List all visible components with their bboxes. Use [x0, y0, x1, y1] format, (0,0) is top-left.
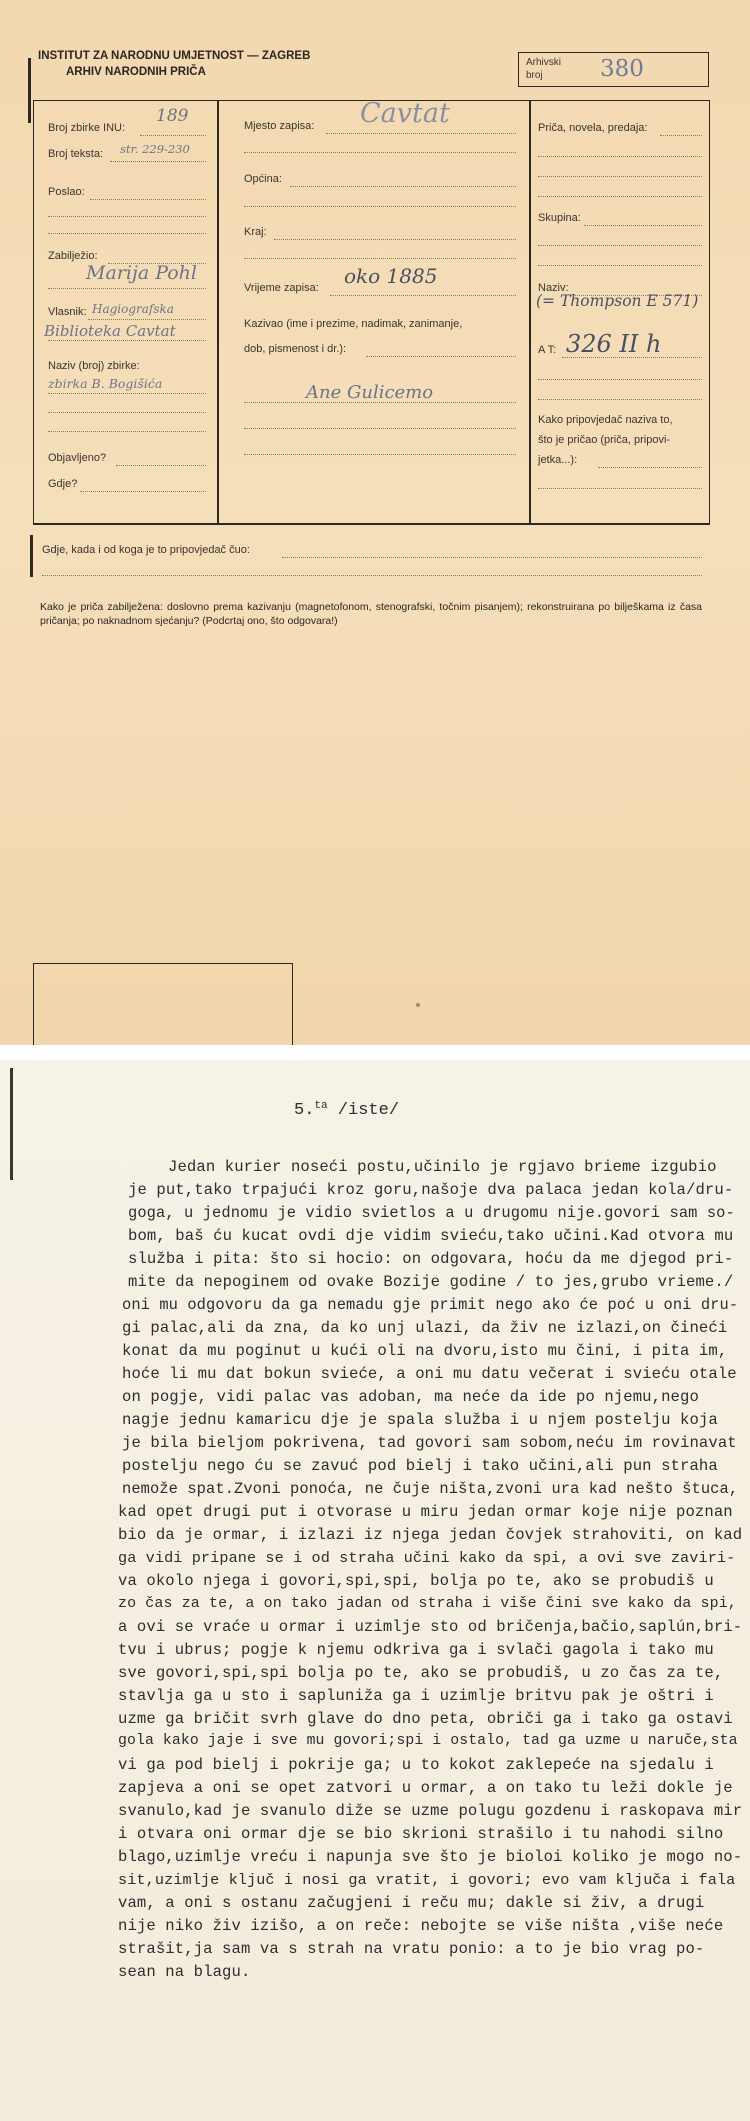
- text-line: oni mu odgovoru da ga nemadu gje primit nego ako će poć u oni dru-: [122, 1296, 739, 1314]
- text-line: bio da je ormar, i izlazi iz njega jedan čovjek strahoviti, on kad: [118, 1526, 743, 1544]
- text-line: sean na blagu.: [118, 1963, 251, 1981]
- at-value: 326 II h: [566, 330, 662, 358]
- kazivao-value: Ane Gulicemo: [306, 382, 434, 403]
- opcina-label: Općina:: [244, 173, 282, 185]
- poslao-label: Poslao:: [48, 186, 85, 198]
- text-line: ga vidi pripane se i od straha učini kako da spi, a ovi sve zaviri-: [118, 1549, 736, 1567]
- text-line: zapjeva a oni se opet zatvori u ormar, a on tako tu leži dokle je: [118, 1779, 733, 1797]
- typed-sheet: [0, 1060, 750, 2121]
- kraj-label: Kraj:: [244, 226, 267, 238]
- left-margin-bar: [28, 58, 31, 123]
- text-line: mite da nepoginem od ovake Bozije godine / to jes,grubo vrieme./: [128, 1273, 734, 1291]
- bottom-box: [33, 963, 293, 1045]
- text-line: nije niko živ izišo, a on reče: nebojte se više ništa ,više neće: [118, 1917, 724, 1935]
- text-line: služba i pita: što si hocio: on odgovara, hoću da me djegod pri-: [128, 1250, 734, 1268]
- kako-label-1: Kako pripovjedač naziva to,: [538, 414, 673, 426]
- broj-teksta-value: str. 229-230: [120, 142, 190, 156]
- text-line: je put,tako trpajući kroz goru,našoje dva palaca jedan kola/dru-: [128, 1181, 734, 1199]
- column-divider-right: [529, 100, 531, 525]
- text-line: svanulo,kad je svanulo diže se uzme polugu gozdenu i raskopava mir: [118, 1802, 743, 1820]
- text-line: blago,uzimlje vreću i napunja sve što je bioloi koliko je mogo no-: [118, 1848, 743, 1866]
- text-line: nemože spat.Zvoni ponoća, ne čuje ništa,zvoni ura kad nešto štuca,: [122, 1480, 739, 1498]
- text-line: tvu i ubrus; pogje k njemu odkriva ga i svlači gagola i tako mu: [118, 1641, 714, 1659]
- vlasnik-label: Vlasnik:: [48, 306, 87, 318]
- text-line: konat da mu poginut u kući oli na dvoru,isto mu čini, i pita im,: [122, 1342, 728, 1360]
- text-line: vi ga pod bielj i pokrije ga; u to kokot zaklepeće na sjedalu i: [118, 1756, 714, 1774]
- zbirka-inu-label: Broj zbirke INU:: [48, 122, 126, 134]
- text-line: uzme ga bričit svrh glave do dno peta, obriči ga i tako ga ostavi: [118, 1710, 733, 1728]
- text-line: a ovi se vraće u ormar i uzimlje sto od bričenja,bačio,saplún,bri-: [118, 1618, 743, 1636]
- story-number-suffix: ta: [314, 1100, 328, 1112]
- form-bottom-rule: [33, 523, 710, 525]
- text-line: strašit,ja sam va s strah na vratu ponio: a to je bio vrag po-: [118, 1940, 705, 1958]
- vrijeme-value: oko 1885: [344, 264, 438, 288]
- text-line: Jedan kurier noseći postu,učinilo je rgjavo brieme izgubio: [168, 1158, 717, 1176]
- mjesto-value: Cavtat: [360, 98, 450, 129]
- column-divider-left: [217, 100, 219, 525]
- text-line: va okolo njega i govori,spi,spi, bolja po te, ako se probudiš u: [118, 1572, 714, 1590]
- text-line: stavlja ga u sto i sapluniža ga i uzimlje britvu pak je oštri i: [118, 1687, 714, 1705]
- paper-dot: [416, 1003, 420, 1007]
- story-number: 5.: [294, 1101, 315, 1120]
- mjesto-label: Mjesto zapisa:: [244, 120, 315, 132]
- text-line: je bila bieljom pokrivena, tad govori sam sobom,neću im rovinavat: [122, 1434, 737, 1452]
- text-line: sve govori,spi,spi bolja po te, ako se probudiš, u zo čas za te,: [118, 1664, 724, 1682]
- vlasnik-value-2: Biblioteka Cavtat: [44, 322, 176, 340]
- kako-label-2: što je pričao (priča, pripovi-: [538, 434, 671, 446]
- at-label: A T:: [538, 344, 557, 356]
- vrijeme-label: Vrijeme zapisa:: [244, 282, 319, 294]
- text-line: i otvara oni ormar dje se bio skrioni strašilo i tu nahodi silno: [118, 1825, 724, 1843]
- skupina-label: Skupina:: [538, 212, 581, 224]
- story-source: /iste/: [327, 1101, 400, 1120]
- text-line: hoće li mu dat bokun svieće, a oni mu datu večerat i svieću otale: [122, 1365, 737, 1383]
- objavljeno-label: Objavljeno?: [48, 452, 107, 464]
- institute-name: INSTITUT ZA NARODNU UMJETNOST — ZAGREB: [38, 50, 311, 62]
- vlasnik-value-1: Hagiografska: [92, 302, 174, 316]
- story-heading: [294, 1100, 399, 1120]
- recording-method-note: Kako je priča zabilježena: doslovno prema kazivanju (magnetofonom, stenografski, točnim pisanjem); rekonstruirana po bilješkama iz časa pričanja; po naknadnom sjećanju? (Podcrtaj ono, što odgovara!): [40, 601, 702, 627]
- archive-number-label: Arhivski broj: [526, 57, 562, 81]
- text-line: vam, a oni s ostanu začugjeni i reču mu; dakle si živ, a drugi: [118, 1894, 705, 1912]
- zabiljezio-label: Zabilježio:: [48, 250, 98, 262]
- naziv-zbirke-value: zbirka B. Bogišića: [48, 376, 163, 391]
- naziv-label: Naziv:: [538, 282, 569, 294]
- left-margin-bar-2: [30, 535, 33, 577]
- text-line: postelju nego ću se zavuć pod bielj i tako učini,ali pun straha: [122, 1457, 718, 1475]
- text-line: sit,uzimlje ključ i nosi ga vratit, i govori; evo vam ključa i fala: [118, 1871, 736, 1889]
- naziv-value: (= Thompson E 571): [536, 292, 699, 310]
- archive-name: ARHIV NARODNIH PRIČA: [66, 66, 206, 78]
- archive-card: [0, 0, 750, 1045]
- kako-label-3: jetka...):: [538, 454, 578, 466]
- naziv-zbirke-label: Naziv (broj) zbirke:: [48, 360, 140, 372]
- text-line: gola kako jaje i sve mu govori;spi i ostalo, tad ga uzme u naruče,sta: [118, 1733, 738, 1749]
- broj-teksta-label: Broj teksta:: [48, 148, 104, 160]
- text-line: goga, u jednomu je vidio svietlos a u drugomu nije.govori sam so-: [128, 1204, 735, 1222]
- zbirka-inu-value: 189: [156, 106, 189, 126]
- text-line: bom, baš ću kucat ovdi dje vidim svieću,tako učini.Kad otvora mu: [128, 1227, 734, 1245]
- sheet-margin-bar: [10, 1068, 13, 1180]
- archive-number-value: 380: [600, 56, 644, 82]
- gdje-kada-label: Gdje, kada i od koga je to pripovjedač čuo:: [42, 544, 250, 556]
- text-line: nagje jednu kamaricu dje je spala služba i u njem postelju koja: [122, 1411, 718, 1429]
- kazivao-label-1: Kazivao (ime i prezime, nadimak, zanimanje,: [244, 318, 463, 330]
- gdje-label: Gdje?: [48, 478, 78, 490]
- text-line: on pogje, vidi palac vas adoban, ma neće da ide po njemu,nego: [122, 1388, 699, 1406]
- text-line: gi palac,ali da zna, da ko unj ulazi, da živ ne izlazi,on čineći: [122, 1319, 728, 1337]
- kazivao-label-2: dob, pismenost i dr.):: [244, 343, 347, 355]
- zabiljezio-value: Marija Pohl: [86, 262, 197, 284]
- prica-label: Priča, novela, predaja:: [538, 122, 648, 134]
- text-line: zo čas za te, a on tako jadan od straha i više čini sve kako da spi,: [118, 1595, 737, 1612]
- text-line: kad opet drugi put i otvorase u miru jedan ormar koje nije poznan: [118, 1503, 733, 1521]
